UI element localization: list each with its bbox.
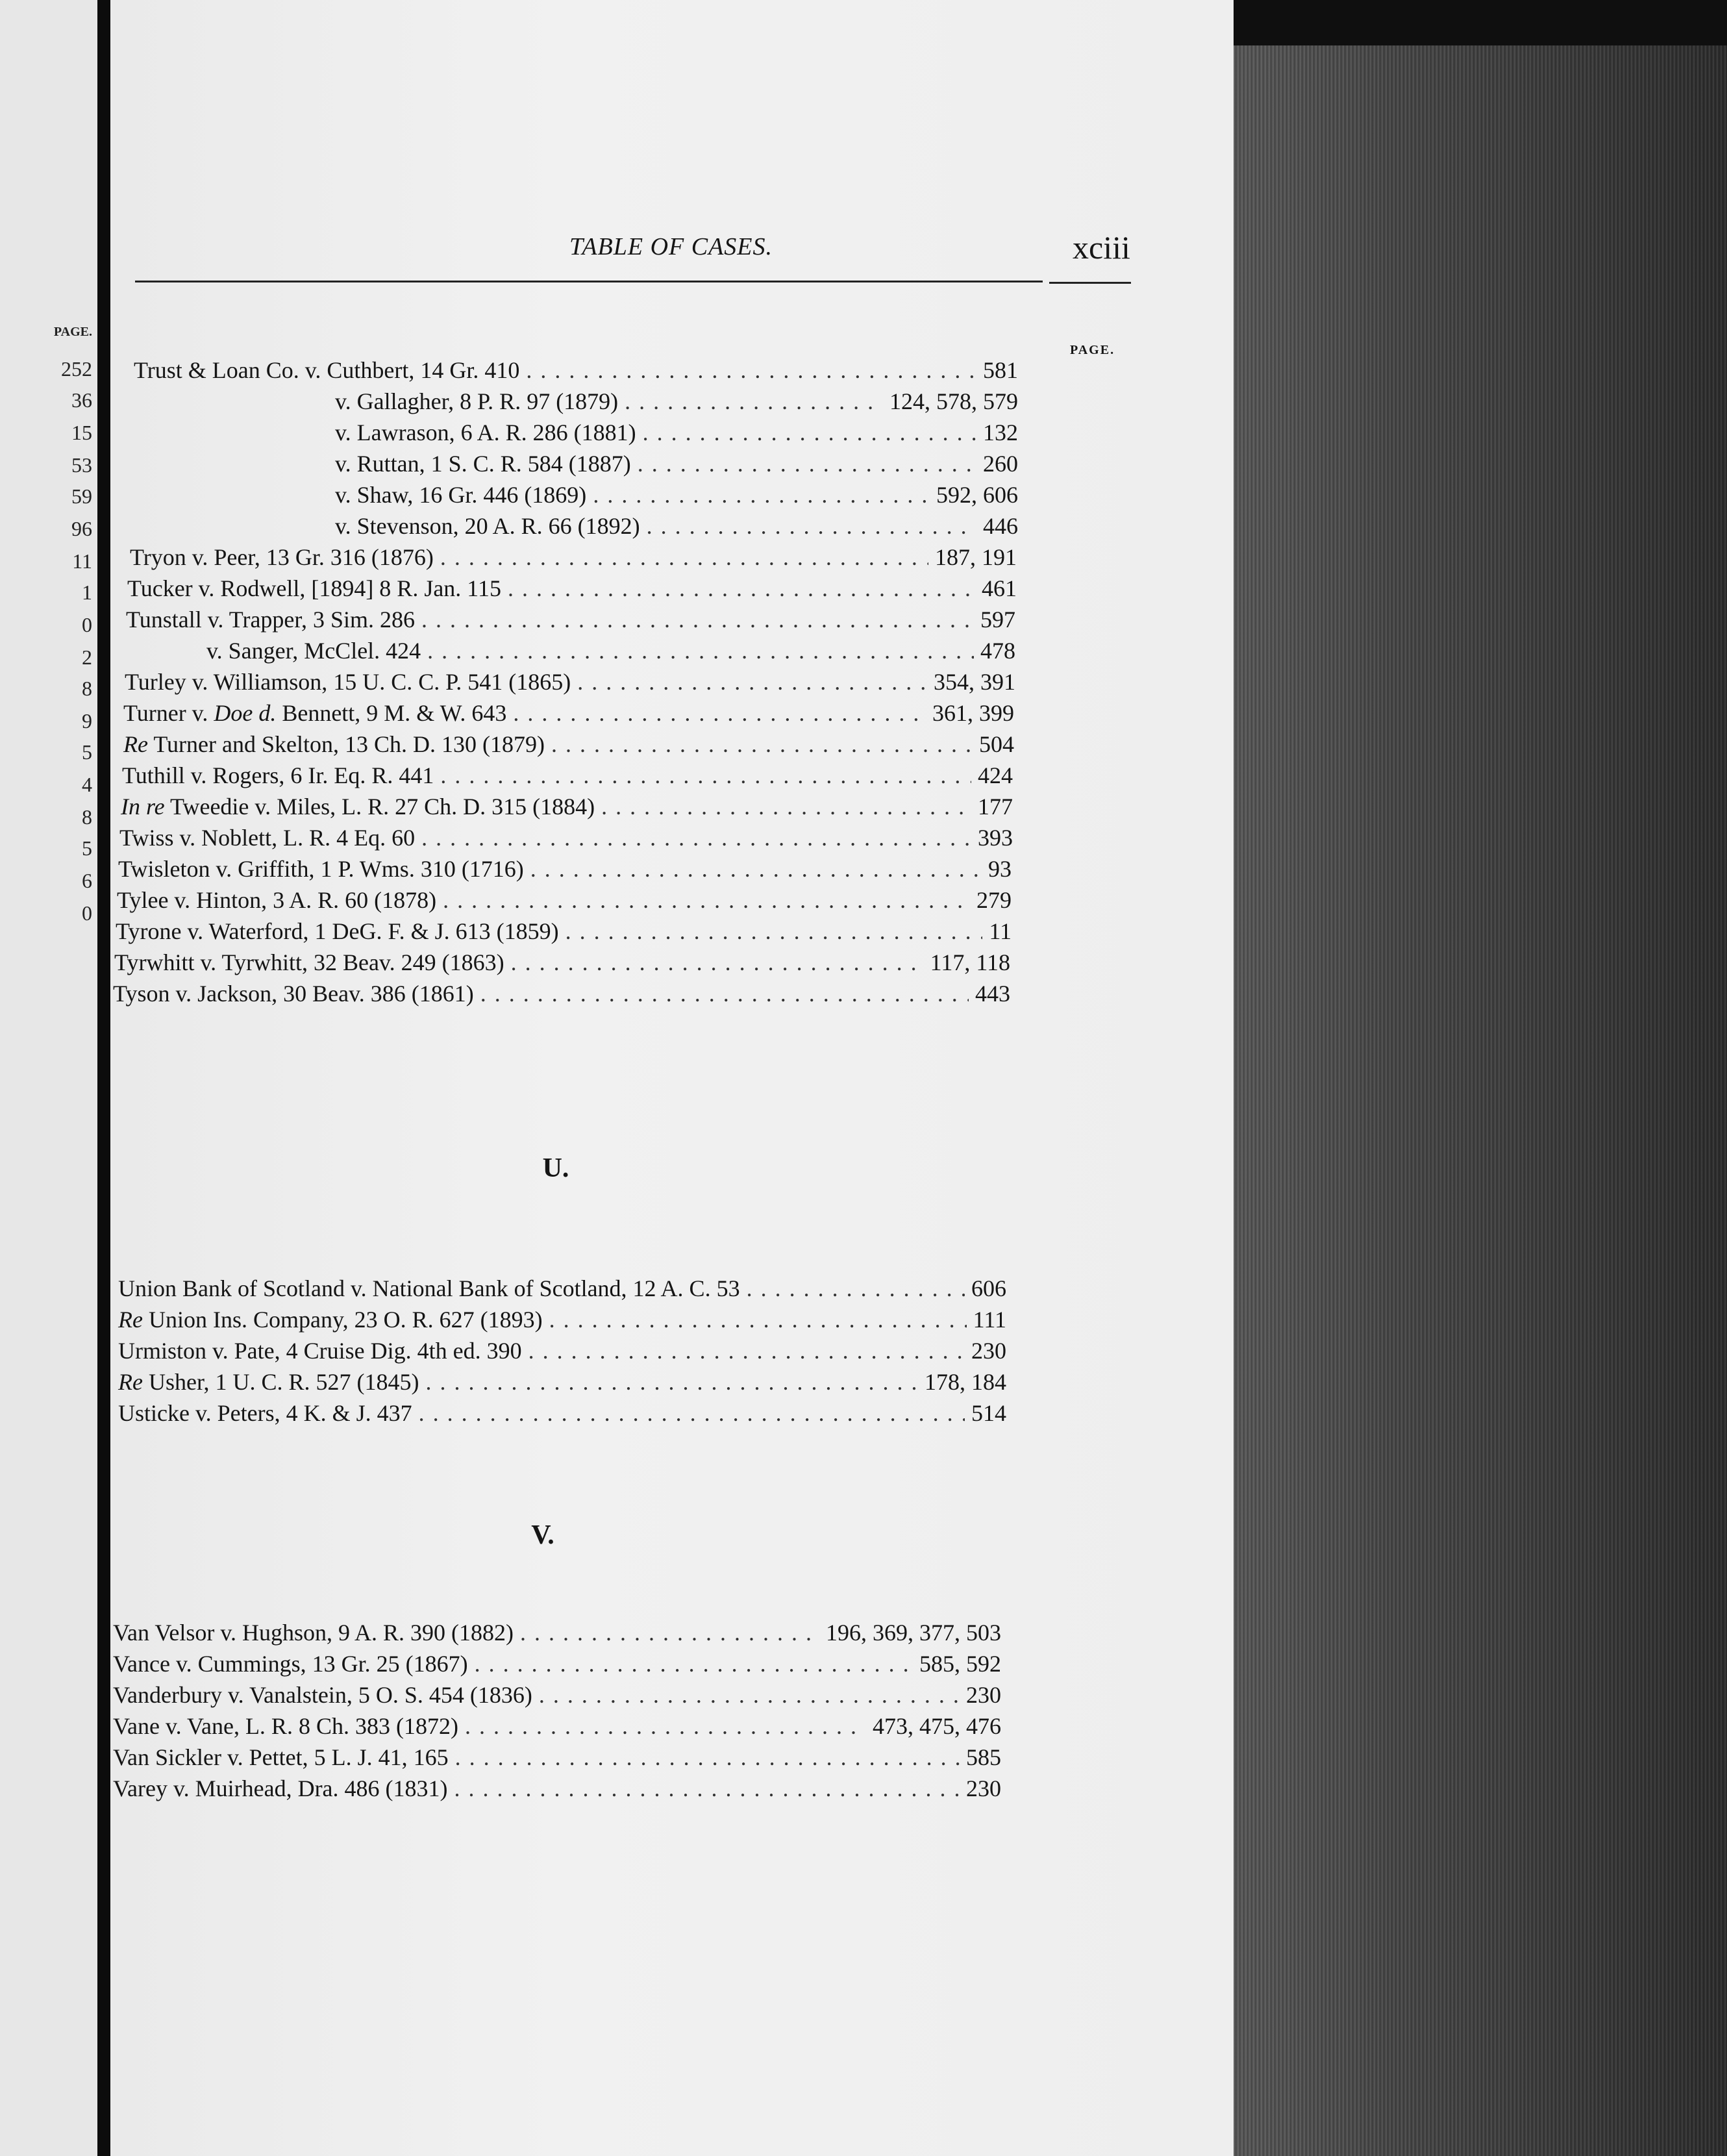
case-entry xyxy=(125,666,1015,697)
case-name xyxy=(113,1648,468,1679)
dot-leader xyxy=(419,1398,965,1429)
dot-leader xyxy=(643,417,976,448)
case-citation: Turner and Skelton, 13 Ch. D. 130 (1879) xyxy=(153,731,545,757)
facing-page-number: 252 xyxy=(61,357,92,381)
dot-leader xyxy=(565,916,983,947)
case-citation: v. Shaw, 16 Gr. 446 (1869) xyxy=(335,482,587,508)
case-name xyxy=(116,916,559,947)
case-name xyxy=(113,1742,449,1773)
dot-leader xyxy=(421,604,974,635)
case-entry xyxy=(335,386,1018,417)
dot-leader xyxy=(443,884,970,916)
facing-page-number: 1 xyxy=(82,581,92,604)
case-entry xyxy=(335,417,1018,448)
dot-leader xyxy=(551,729,973,760)
case-name xyxy=(126,604,415,635)
page-references: 178, 184 xyxy=(925,1369,1006,1395)
facing-page-number: 5 xyxy=(82,836,92,860)
dot-leader xyxy=(508,573,975,604)
page-column-label: PAGE. xyxy=(1070,343,1115,357)
case-name xyxy=(119,822,415,853)
case-name xyxy=(121,791,595,822)
case-entry xyxy=(113,1617,1001,1648)
case-citation: Tunstall v. Trapper, 3 Sim. 286 xyxy=(126,607,415,633)
dot-leader xyxy=(528,1335,965,1366)
page-references: 111 xyxy=(973,1307,1006,1333)
case-entry xyxy=(118,1398,1006,1429)
case-citation: v. Lawrason, 6 A. R. 286 (1881) xyxy=(335,420,636,445)
case-citation: v. Ruttan, 1 S. C. R. 584 (1887) xyxy=(335,451,631,477)
case-name xyxy=(206,635,421,666)
section-letter: V. xyxy=(531,1520,554,1550)
facing-page-number: 59 xyxy=(71,484,92,508)
page-references: 504 xyxy=(979,731,1014,757)
facing-page-number: 6 xyxy=(82,869,92,892)
case-citation: Van Velsor v. Hughson, 9 A. R. 390 (1882) xyxy=(113,1620,514,1646)
case-name xyxy=(113,978,474,1009)
case-entry xyxy=(206,635,1015,666)
facing-page-number: 11 xyxy=(72,549,92,573)
page-references: 132 xyxy=(983,420,1018,445)
page-references: 585, 592 xyxy=(919,1651,1001,1677)
case-citation: Usticke v. Peters, 4 K. & J. 437 xyxy=(118,1400,412,1426)
section-letter: U. xyxy=(542,1153,569,1183)
facing-page-number: 5 xyxy=(82,740,92,764)
dot-leader xyxy=(747,1273,965,1304)
header-rule-right xyxy=(1049,282,1131,284)
case-citation: Trust & Loan Co. v. Cuthbert, 14 Gr. 410 xyxy=(134,357,520,383)
dot-leader xyxy=(601,791,971,822)
page-references: 478 xyxy=(980,638,1015,664)
facing-page-number: 4 xyxy=(82,773,92,796)
dot-leader xyxy=(426,1366,919,1398)
dot-leader xyxy=(421,822,971,853)
case-entry xyxy=(335,510,1018,542)
page-references: 196, 369, 377, 503 xyxy=(826,1620,1001,1646)
case-citation: Twiss v. Noblett, L. R. 4 Eq. 60 xyxy=(119,825,416,851)
case-citation: Varey v. Muirhead, Dra. 486 (1831) xyxy=(113,1775,448,1801)
case-citation: Tryon v. Peer, 13 Gr. 316 (1876) xyxy=(130,544,434,570)
dot-leader xyxy=(625,386,883,417)
case-entry xyxy=(113,978,1010,1009)
page-references: 443 xyxy=(975,981,1010,1007)
case-entry xyxy=(118,1335,1006,1366)
case-name xyxy=(335,417,636,448)
case-name xyxy=(118,1304,543,1335)
facing-page-number: 9 xyxy=(82,709,92,733)
dot-leader xyxy=(465,1711,866,1742)
case-citation: Twisleton v. Griffith, 1 P. Wms. 310 (1716) xyxy=(118,856,524,882)
case-entry xyxy=(118,1304,1006,1335)
case-citation: Union Ins. Company, 23 O. R. 627 (1893) xyxy=(148,1307,543,1333)
case-name xyxy=(125,666,571,697)
case-entry xyxy=(127,573,1017,604)
case-name xyxy=(118,853,524,884)
facing-page-number: 0 xyxy=(82,613,92,636)
case-entry xyxy=(134,355,1018,386)
case-entry xyxy=(117,884,1012,916)
dot-leader xyxy=(530,853,982,884)
running-title: TABLE OF CASES. xyxy=(569,233,773,260)
case-citation-rest: Bennett, 9 M. & W. 643 xyxy=(276,700,507,726)
case-name xyxy=(335,479,586,510)
case-citation: Tucker v. Rodwell, [1894] 8 R. Jan. 115 xyxy=(127,575,501,601)
page-references: 424 xyxy=(978,762,1013,788)
page-references: 473, 475, 476 xyxy=(873,1713,1001,1739)
page-references: 606 xyxy=(971,1275,1006,1301)
page-references: 11 xyxy=(989,918,1012,944)
page-references: 279 xyxy=(976,887,1012,913)
case-name xyxy=(127,573,501,604)
case-entry xyxy=(121,791,1013,822)
case-entry xyxy=(113,1711,1001,1742)
case-citation: v. Sanger, McClel. 424 xyxy=(206,638,421,664)
case-entry xyxy=(114,947,1010,978)
case-entry xyxy=(118,1366,1006,1398)
facing-page-number: 36 xyxy=(71,388,92,412)
case-citation: Vanderbury v. Vanalstein, 5 O. S. 454 (1836) xyxy=(113,1682,532,1708)
case-name xyxy=(113,1773,448,1804)
case-citation: Turley v. Williamson, 15 U. C. C. P. 541 (1865) xyxy=(125,669,571,695)
case-name xyxy=(134,355,519,386)
facing-page-number: 53 xyxy=(71,453,92,477)
dot-leader xyxy=(427,635,974,666)
page-references: 230 xyxy=(966,1775,1001,1801)
page-references: 581 xyxy=(983,357,1018,383)
page-references: 230 xyxy=(966,1682,1001,1708)
case-prefix: Re xyxy=(118,1369,143,1395)
case-citation: Tyrone v. Waterford, 1 DeG. F. & J. 613 (1859) xyxy=(116,918,559,944)
page-references: 93 xyxy=(988,856,1012,882)
case-entry xyxy=(335,479,1018,510)
page-references: 514 xyxy=(971,1400,1006,1426)
case-name xyxy=(113,1617,514,1648)
facing-page-number: 8 xyxy=(82,677,92,700)
header-rule xyxy=(135,281,1043,282)
page-references: 361, 399 xyxy=(932,700,1014,726)
case-entry xyxy=(122,760,1013,791)
case-citation: Tyrwhitt v. Tyrwhitt, 32 Beav. 249 (1863) xyxy=(114,949,504,975)
page-references: 124, 578, 579 xyxy=(889,388,1018,414)
case-name xyxy=(118,1398,412,1429)
case-citation: Turner v. xyxy=(123,700,214,726)
case-prefix: Re xyxy=(123,731,148,757)
case-citation: Tweedie v. Miles, L. R. 27 Ch. D. 315 (1884) xyxy=(170,794,595,820)
dot-leader xyxy=(440,760,971,791)
dot-leader xyxy=(539,1679,960,1711)
case-entry xyxy=(116,916,1012,947)
case-citation: Usher, 1 U. C. R. 527 (1845) xyxy=(148,1369,419,1395)
facing-page-edge xyxy=(0,0,97,2156)
case-entry xyxy=(130,542,1017,573)
page-stack-shadow xyxy=(1234,0,1727,45)
dot-leader xyxy=(549,1304,967,1335)
case-name xyxy=(335,386,618,417)
case-citation: Vance v. Cummings, 13 Gr. 25 (1867) xyxy=(113,1651,468,1677)
case-name xyxy=(118,1335,522,1366)
case-entry xyxy=(118,1273,1006,1304)
case-entry xyxy=(113,1679,1001,1711)
case-name xyxy=(335,448,631,479)
book-gutter xyxy=(97,0,110,2156)
dot-leader xyxy=(526,355,976,386)
page-references: 461 xyxy=(982,575,1017,601)
page-references: 592, 606 xyxy=(936,482,1018,508)
case-prefix: In re xyxy=(121,794,165,820)
page-references: 230 xyxy=(971,1338,1006,1364)
case-name xyxy=(113,1711,458,1742)
case-entry xyxy=(113,1742,1001,1773)
folio: xciii xyxy=(1073,229,1130,266)
case-citation: Tuthill v. Rogers, 6 Ir. Eq. R. 441 xyxy=(122,762,434,788)
dot-leader xyxy=(475,1648,913,1679)
page-references: 446 xyxy=(983,513,1018,539)
case-name xyxy=(118,1366,419,1398)
case-name xyxy=(118,1273,740,1304)
case-citation: Urmiston v. Pate, 4 Cruise Dig. 4th ed. 390 xyxy=(118,1338,522,1364)
page-references: 597 xyxy=(980,607,1015,633)
page-references: 393 xyxy=(978,825,1013,851)
case-name xyxy=(113,1679,532,1711)
page xyxy=(110,0,1234,2156)
dot-leader xyxy=(647,510,976,542)
dot-leader xyxy=(455,1742,960,1773)
page-stack-edge xyxy=(1234,45,1727,2156)
case-citation: Vane v. Vane, L. R. 8 Ch. 383 (1872) xyxy=(113,1713,458,1739)
facing-page-number: 96 xyxy=(71,517,92,540)
case-name xyxy=(335,510,640,542)
dot-leader xyxy=(440,542,928,573)
case-italic: Doe d. xyxy=(214,700,277,726)
dot-leader xyxy=(593,479,930,510)
case-name xyxy=(122,760,434,791)
dot-leader xyxy=(480,978,969,1009)
case-citation: Union Bank of Scotland v. National Bank of Scotland, 12 A. C. 53 xyxy=(118,1275,740,1301)
facing-page-number: PAGE. xyxy=(53,325,92,339)
page-references: 354, 391 xyxy=(934,669,1015,695)
case-entry xyxy=(123,729,1014,760)
case-citation: Van Sickler v. Pettet, 5 L. J. 41, 165 xyxy=(113,1744,449,1770)
case-entry xyxy=(118,853,1012,884)
case-name xyxy=(123,697,506,729)
dot-leader xyxy=(511,947,924,978)
dot-leader xyxy=(513,697,926,729)
dot-leader xyxy=(520,1617,819,1648)
case-entry xyxy=(123,697,1014,729)
case-name xyxy=(130,542,434,573)
case-name xyxy=(123,729,545,760)
facing-page-number: 2 xyxy=(82,646,92,669)
case-name xyxy=(117,884,436,916)
facing-page-number: 8 xyxy=(82,805,92,829)
case-citation: Tyson v. Jackson, 30 Beav. 386 (1861) xyxy=(113,981,474,1007)
case-prefix: Re xyxy=(118,1307,143,1333)
case-name xyxy=(114,947,504,978)
case-citation: v. Stevenson, 20 A. R. 66 (1892) xyxy=(335,513,640,539)
dot-leader xyxy=(638,448,976,479)
page-references: 117, 118 xyxy=(930,949,1010,975)
case-entry xyxy=(335,448,1018,479)
facing-page-number: 0 xyxy=(82,901,92,925)
case-citation: Tylee v. Hinton, 3 A. R. 60 (1878) xyxy=(117,887,437,913)
page-references: 585 xyxy=(966,1744,1001,1770)
dot-leader xyxy=(577,666,927,697)
case-entry xyxy=(119,822,1013,853)
dot-leader xyxy=(454,1773,960,1804)
facing-page-number: 15 xyxy=(71,421,92,444)
page-references: 177 xyxy=(978,794,1013,820)
case-entry xyxy=(126,604,1015,635)
case-entry xyxy=(113,1773,1001,1804)
page-references: 187, 191 xyxy=(935,544,1017,570)
case-citation: v. Gallagher, 8 P. R. 97 (1879) xyxy=(335,388,619,414)
page-references: 260 xyxy=(983,451,1018,477)
case-entry xyxy=(113,1648,1001,1679)
